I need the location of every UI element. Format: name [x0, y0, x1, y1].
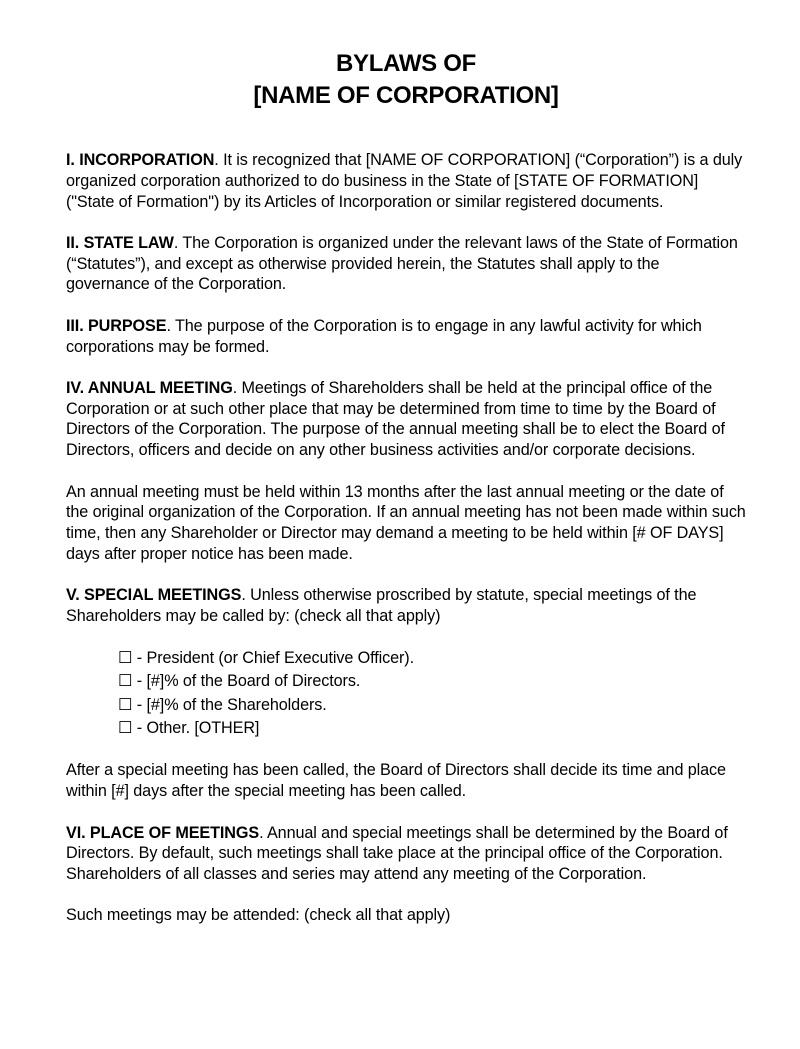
section-heading-incorporation: I. INCORPORATION: [66, 151, 215, 169]
section-annual-meeting: [66, 378, 746, 461]
section-incorporation: [66, 150, 746, 212]
special-meetings-checklist: [66, 647, 746, 741]
special-meetings-paragraph-2: After a special meeting has been called, the Board of Directors shall decide its time and place within [#] days after the special meeting has been called.: [66, 761, 726, 801]
section-text-state-law: . The Corporation is organized under the relevant laws of the State of Formation (“Statutes”), and except as otherwise provided herein, the Statutes shall apply to the governance of the Corporation.: [66, 233, 738, 294]
section-text-special-meetings: . Unless otherwise proscribed by statute, special meetings of the Shareholders may be called by: (check all that apply): [66, 586, 697, 626]
checklist-item-label: ☐ - [#]% of the Shareholders.: [118, 695, 327, 714]
checklist-item-label: ☐ - [#]% of the Board of Directors.: [118, 672, 361, 691]
section-place-of-meetings: [66, 823, 746, 885]
checklist-item-shareholders-percent[interactable]: [118, 694, 746, 717]
section-heading-special-meetings: V. SPECIAL MEETINGS: [66, 586, 242, 605]
section-purpose: [66, 316, 746, 358]
section-special-meetings: [66, 585, 746, 627]
section-heading-annual-meeting: IV. ANNUAL MEETING: [66, 378, 233, 397]
checklist-item-label: ☐ - President (or Chief Executive Officer).: [118, 648, 414, 667]
title-line-1: BYLAWS OF: [336, 50, 476, 77]
section-text-place-of-meetings: . Annual and special meetings shall be determined by the Board of Directors. By default, such meetings shall take place at the principal office of the Corporation. Shareholders of all classes and series may attend any meeting of the Corporation.: [66, 823, 728, 884]
section-state-law: [66, 233, 746, 295]
checklist-item-board-percent[interactable]: [118, 670, 746, 693]
document-title: [66, 48, 746, 112]
section-text-purpose: . The purpose of the Corporation is to engage in any lawful activity for which corporations may be formed.: [66, 316, 702, 356]
title-line-2: [NAME OF CORPORATION]: [253, 82, 559, 109]
place-of-meetings-paragraph-2: Such meetings may be attended: (check all that apply): [66, 906, 451, 925]
section-text-annual-meeting: . Meetings of Shareholders shall be held at the principal office of the Corporation or at such other place that may be determined from time to time by the Board of Directors of the Corporation. The purpose of the annual meeting shall be to elect the Board of Directors, officers and decide on any other business activities and/or corporate decisions.: [66, 378, 725, 460]
checklist-item-president[interactable]: [118, 647, 746, 670]
section-heading-place-of-meetings: VI. PLACE OF MEETINGS: [66, 823, 260, 842]
checklist-item-label: ☐ - Other. [OTHER]: [118, 719, 260, 738]
section-heading-state-law: II. STATE LAW: [66, 233, 174, 252]
section-heading-purpose: III. PURPOSE: [66, 316, 167, 335]
section-text-incorporation: . It is recognized that [NAME OF CORPORATION] (“Corporation”) is a duly organized corporation authorized to do business in the State of [STATE OF FORMATION] ("State of Formation") by its Articles of Incorporation or similar registered documents.: [66, 151, 743, 211]
document-page: [66, 48, 746, 926]
checklist-item-other[interactable]: [118, 717, 746, 740]
annual-meeting-paragraph-2: An annual meeting must be held within 13 months after the last annual meeting or the date of the original organization of the Corporation. If an annual meeting has not been made within such time, then any Shareholder or Director may demand a meeting to be held within [# OF DAYS] days after proper notice has been made.: [66, 482, 746, 563]
